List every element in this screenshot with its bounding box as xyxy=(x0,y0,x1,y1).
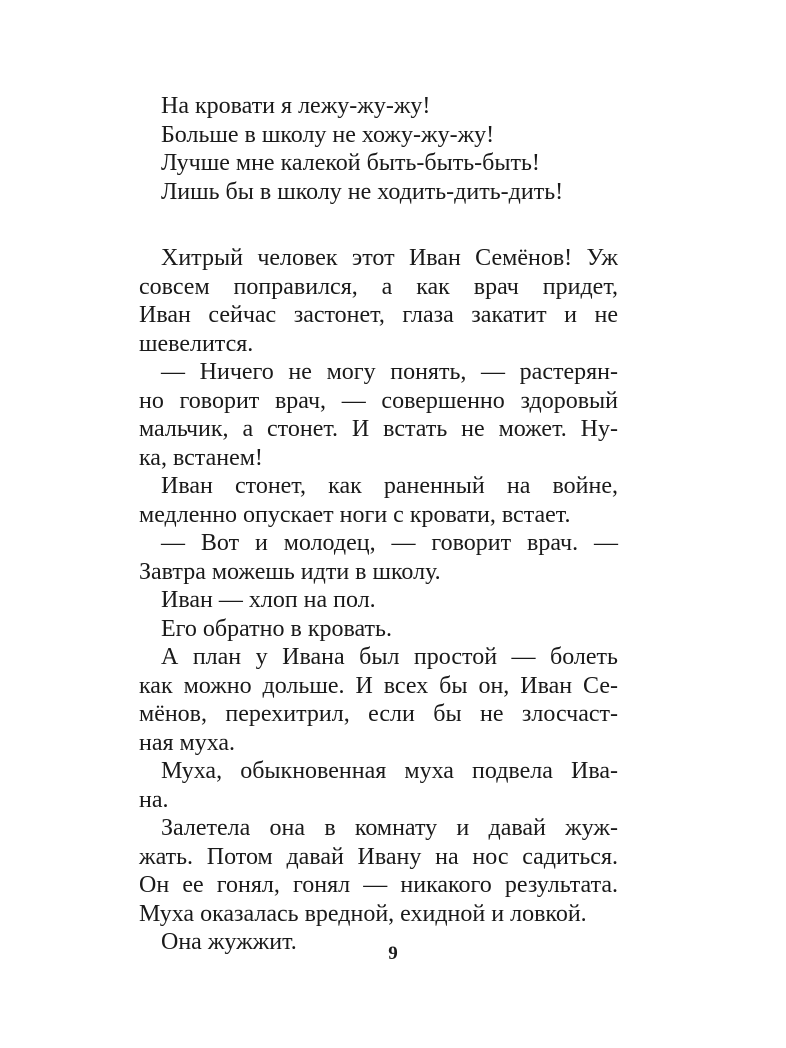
text-line: Его обратно в кровать. xyxy=(161,615,392,642)
text-line: Он ее гонял, гонял — никакого результата. xyxy=(139,872,618,898)
text-line: — Ничего не могу понять, — растерян- xyxy=(161,359,618,385)
verse-line: На кровати я лежу-жу-жу! xyxy=(161,93,431,119)
verse-line: Лучше мне калекой быть-быть-быть! xyxy=(161,150,540,176)
prose-text xyxy=(139,244,618,957)
text-line: мальчик, а стонет. И встать не может. Ну- xyxy=(139,416,618,442)
text-line: совсем поправился, а как врач придет, xyxy=(139,273,618,300)
text-line: ная муха. xyxy=(139,729,236,756)
text-line: А план у Ивана был простой — болеть xyxy=(161,644,618,670)
text-line: Муха, обыкновенная муха подвела Ива- xyxy=(161,758,618,784)
poem-verse xyxy=(139,92,618,206)
text-line: Залетела она в комнату и давай жуж- xyxy=(161,815,618,841)
verse-line: Лишь бы в школу не ходить-дить-дить! xyxy=(161,178,564,205)
text-line: медленно опускает ноги с кровати, встает. xyxy=(139,501,571,528)
text-line: жать. Потом давай Ивану на нос садиться. xyxy=(139,843,618,870)
text-line: Иван стонет, как раненный на войне, xyxy=(161,473,618,499)
text-line: Завтра можешь идти в школу. xyxy=(139,558,441,585)
text-line: Иван — хлоп на пол. xyxy=(161,587,376,613)
text-line: ка, встанем! xyxy=(139,444,263,471)
page-number: 9 xyxy=(388,943,398,964)
text-line: — Вот и молодец, — говорит врач. — xyxy=(161,530,618,556)
text-line: Она жужжит. xyxy=(161,929,297,955)
verse-line: Больше в школу не хожу-жу-жу! xyxy=(161,121,495,148)
page-body xyxy=(139,92,618,957)
text-line: Иван сейчас застонет, глаза закатит и не xyxy=(139,302,618,328)
text-line: Хитрый человек этот Иван Семёнов! Уж xyxy=(161,245,618,271)
text-line: но говорит врач, — совершенно здоровый xyxy=(139,387,618,414)
text-line: на. xyxy=(139,786,169,813)
text-line: шевелится. xyxy=(139,330,254,357)
text-line: Муха оказалась вредной, ехидной и ловкой. xyxy=(139,900,587,927)
text-line: как можно дольше. И всех бы он, Иван Се- xyxy=(139,672,618,699)
text-line: мёнов, перехитрил, если бы не злосчаст- xyxy=(139,701,618,727)
